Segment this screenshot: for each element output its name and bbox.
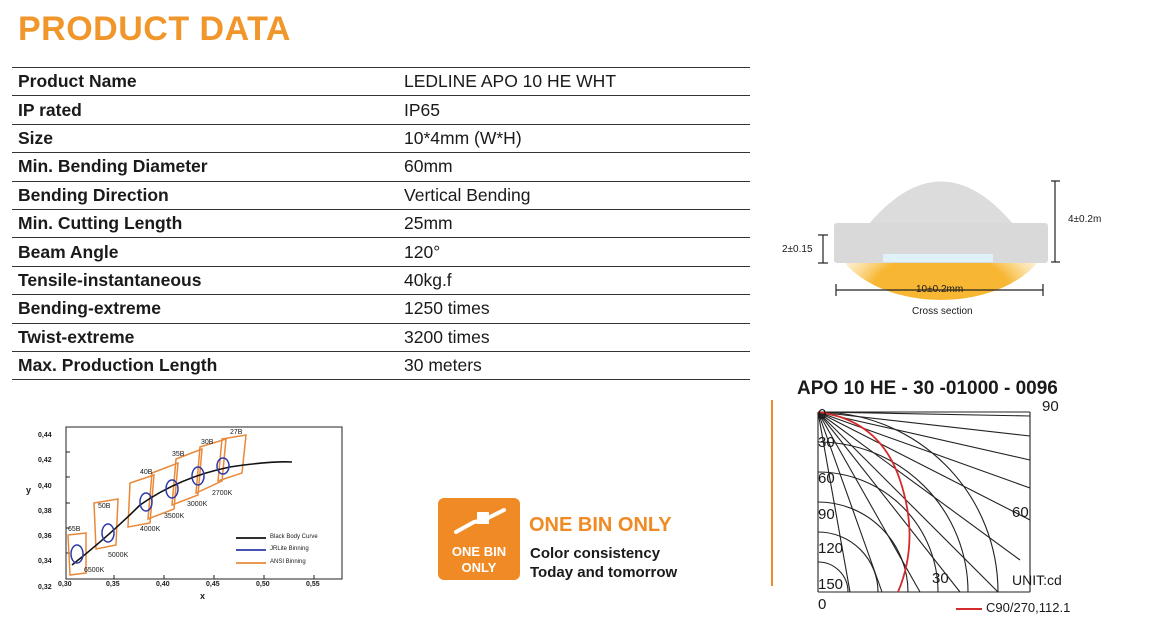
spec-value: 25mm (396, 209, 750, 237)
spec-row (12, 209, 750, 237)
spec-label: Min. Cutting Length (12, 209, 396, 237)
legend-jrlite: JRLite Binning (270, 546, 309, 552)
spec-row (12, 153, 750, 181)
spec-value: 40kg.f (396, 266, 750, 294)
spec-value: 3200 times (396, 323, 750, 351)
spec-table (12, 67, 750, 380)
spec-value: IP65 (396, 96, 750, 124)
y-tick-labels: 0,44 0,42 0,40 0,38 0,36 0,34 0,32 (38, 432, 52, 591)
legend-ansi: ANSI Binning (270, 559, 306, 565)
spec-value: 10*4mm (W*H) (396, 124, 750, 152)
spec-row (12, 124, 750, 152)
spec-label: Tensile-instantaneous (12, 266, 396, 294)
spec-value: 30 meters (396, 351, 750, 379)
spec-row (12, 238, 750, 266)
polar-legend: C90/270,112.1 (986, 600, 1071, 615)
spec-row (12, 323, 750, 351)
x-axis-label: x (200, 591, 206, 601)
one-bin-line1: Color consistency (530, 545, 661, 562)
spec-value: 60mm (396, 153, 750, 181)
cross-section-diagram (776, 150, 1156, 325)
legend-black-body: Black Body Curve (270, 534, 318, 540)
spec-row (12, 181, 750, 209)
width-dimension: 10±0.2mm (916, 284, 964, 295)
y-axis-label: y (26, 485, 32, 495)
spec-value: LEDLINE APO 10 HE WHT (396, 68, 750, 96)
polar-legend-line (956, 608, 982, 610)
polar-unit: UNIT:cd (1012, 572, 1062, 588)
spec-label: Bending Direction (12, 181, 396, 209)
polar-title: APO 10 HE - 30 -01000 - 0096 (797, 378, 1058, 399)
spec-value: 120° (396, 238, 750, 266)
spec-label: Product Name (12, 68, 396, 96)
page-title: PRODUCT DATA (18, 10, 291, 48)
base-dimension: 2±0.15 (782, 244, 813, 255)
divider (771, 400, 773, 586)
polar-diagram: 0 30 60 90 120 150 0 90 60 30 UNIT:cd C90/270,112.1 (818, 398, 1071, 615)
one-bin-title: ONE BIN ONLY (529, 514, 672, 536)
spec-value: 1250 times (396, 295, 750, 323)
binning-chart: 0,44 0,42 0,40 0,38 0,36 0,34 0,32 y 0,30 0,35 0,40 0,45 0,50 0,55 x 65B 50B 40B 35B 30B 27B 6500K 5000K 4000K 3500K 3000K 2700K Black Body Curve JRLite Binning ANSI Binning (30, 415, 350, 615)
spec-row (12, 96, 750, 124)
spec-label: Beam Angle (12, 238, 396, 266)
spec-label: Size (12, 124, 396, 152)
led-strip-icon (452, 504, 508, 540)
spec-label: Min. Bending Diameter (12, 153, 396, 181)
spec-row (12, 68, 750, 96)
spec-label: Bending-extreme (12, 295, 396, 323)
spec-row (12, 266, 750, 294)
spec-label: Twist-extreme (12, 323, 396, 351)
spec-label: IP rated (12, 96, 396, 124)
height-dimension: 4±0.2m (1068, 214, 1102, 225)
spec-label: Max. Production Length (12, 351, 396, 379)
cross-section-caption: Cross section (912, 306, 973, 317)
spec-value: Vertical Bending (396, 181, 750, 209)
one-bin-line2: Today and tomorrow (530, 564, 678, 581)
spec-row (12, 351, 750, 379)
spec-row (12, 295, 750, 323)
one-bin-badge: ONE BIN ONLY (438, 498, 520, 580)
